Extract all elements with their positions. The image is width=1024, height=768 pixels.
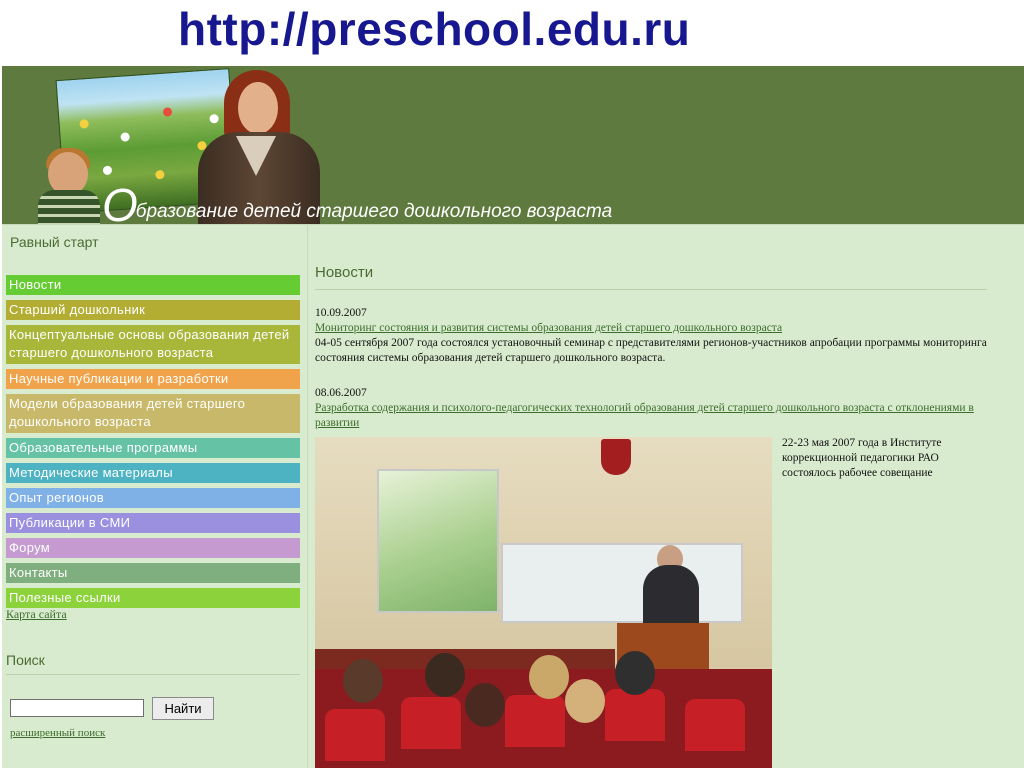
- nav-item-educational-programs[interactable]: Образовательные программы: [6, 438, 300, 458]
- column-divider: [307, 224, 308, 768]
- whiteboard: [501, 543, 743, 623]
- nav-item-media-publications[interactable]: Публикации в СМИ: [6, 513, 300, 533]
- tagline-initial: О: [102, 179, 138, 224]
- news-item: [315, 306, 987, 366]
- nav-item-regional-experience[interactable]: Опыт регионов: [6, 488, 300, 508]
- search-button[interactable]: Найти: [152, 697, 214, 720]
- nav-item-useful-links[interactable]: Полезные ссылки: [6, 588, 300, 608]
- coat-of-arms-icon: [601, 439, 631, 475]
- news-date: 08.06.2007: [315, 387, 367, 399]
- nav-item-scientific-publications[interactable]: Научные публикации и разработки: [6, 369, 300, 389]
- news-date: 10.09.2007: [315, 307, 367, 319]
- news-text: 04-05 сентября 2007 года состоялся установочный семинар с представителями регионов-участников апробации программы мониторинга состояния системы образования детей старшего дошкольного возраста.: [315, 337, 987, 364]
- slide-url-header: [0, 0, 1024, 66]
- photo-caption: 22-23 мая 2007 года в Институте коррекционной педагогики РАО состоялось рабочее совещание: [782, 437, 942, 479]
- audience-seats: [315, 669, 772, 768]
- news-item: [315, 386, 987, 431]
- speaker-figure: [643, 565, 699, 629]
- nav-item-senior-preschooler[interactable]: Старший дошкольник: [6, 300, 300, 320]
- nav-item-methodical-materials[interactable]: Методические материалы: [6, 463, 300, 483]
- search-title: Поиск: [6, 652, 45, 668]
- advanced-search-link[interactable]: расширенный поиск: [10, 727, 106, 739]
- news-divider: [315, 289, 987, 290]
- slide-url-text: http://preschool.edu.ru: [178, 3, 691, 55]
- site-tagline: [102, 178, 612, 224]
- nav-item-news[interactable]: Новости: [6, 275, 300, 295]
- search-divider: [6, 674, 300, 675]
- website-screenshot: [2, 66, 1024, 768]
- projector-screen: [377, 469, 499, 613]
- nav-item-conceptual-foundations[interactable]: Концептуальные основы образования детей старшего дошкольного возраста: [6, 325, 300, 364]
- news-link[interactable]: Мониторинг состояния и развития системы образования детей старшего дошкольного возраста: [315, 322, 783, 334]
- main-nav: [6, 275, 300, 613]
- nav-item-contacts[interactable]: Контакты: [6, 563, 300, 583]
- nav-item-forum[interactable]: Форум: [6, 538, 300, 558]
- nav-item-education-models[interactable]: Модели образования детей старшего дошкольного возраста: [6, 394, 300, 433]
- boy-photo-body: [38, 190, 100, 224]
- conference-photo: [315, 437, 772, 768]
- tagline-rest: бразование детей старшего дошкольного возраста: [135, 201, 613, 222]
- header-divider: [2, 224, 1024, 225]
- header-banner: [2, 66, 1024, 224]
- news-link[interactable]: Разработка содержания и психолого-педагогических технологий образования детей старшего дошкольного возраста с отклонениями в развитии: [315, 402, 974, 429]
- site-section-title: Равный старт: [10, 234, 99, 250]
- teacher-photo: [238, 82, 278, 134]
- news-heading: Новости: [315, 264, 374, 281]
- sitemap-link[interactable]: Карта сайта: [6, 607, 67, 621]
- search-input[interactable]: [10, 699, 144, 717]
